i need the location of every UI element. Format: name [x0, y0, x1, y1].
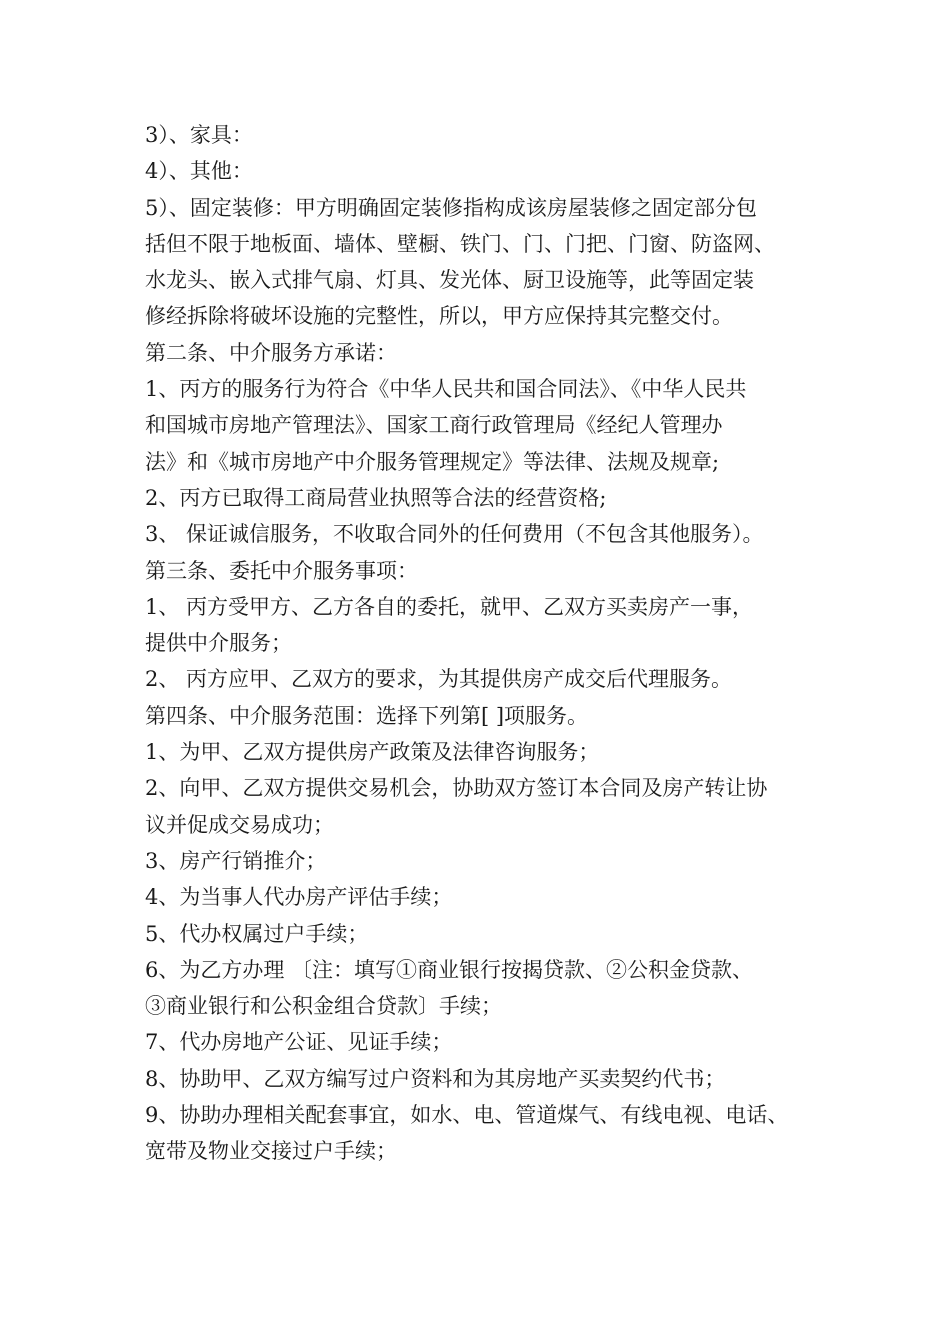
text-line: 和国城市房地产管理法》、国家工商行政管理局《经纪人管理办 [145, 413, 723, 438]
text-line: 3、 保证诚信服务，不收取合同外的任何费用（不包含其他服务）。 [145, 522, 764, 547]
text-line: 3）、家具： [145, 123, 253, 147]
text-line: 括但不限于地板面、墙体、壁橱、铁门、门、门把、门窗、防盗网、 [145, 231, 775, 256]
text-line: 2、向甲、乙双方提供交易机会，协助双方签订本合同及房产转让协 [145, 776, 768, 801]
text-line: 7、代办房地产公证、见证手续； [145, 1030, 453, 1055]
text-line: 3、房产行销推介； [145, 848, 327, 873]
text-line: 4、为当事人代办房产评估手续； [145, 885, 453, 910]
text-line: 5、代办权属过户手续； [145, 921, 369, 946]
section-heading: 第二条、中介服务方承诺： [145, 340, 397, 365]
text-line: 法》和《城市房地产中介服务管理规定》等法律、法规及规章; [145, 449, 720, 474]
text-line: 1、 丙方受甲方、乙方各自的委托，就甲、乙双方买卖房产一事， [145, 594, 754, 619]
text-line: 宽带及物业交接过户手续； [145, 1139, 397, 1164]
text-line: 1、为甲、乙双方提供房产政策及法律咨询服务； [145, 740, 600, 765]
text-line: 9、协助办理相关配套事宜，如水、电、管道煤气、有线电视、电话、 [145, 1103, 789, 1128]
section-heading: 第三条、委托中介服务事项： [145, 558, 418, 583]
text-line: 议并促成交易成功； [145, 812, 334, 837]
text-line: ③商业银行和公积金组合贷款〕手续； [145, 994, 502, 1019]
text-line: 提供中介服务； [145, 631, 292, 656]
text-line: 1、丙方的服务行为符合《中华人民共和国合同法》、《中华人民共 [145, 377, 747, 402]
text-line: 4）、其他： [145, 159, 253, 184]
document-body [145, 117, 835, 1170]
text-line: 5）、固定装修：甲方明确固定装修指构成该房屋装修之固定部分包 [145, 195, 757, 220]
text-line: 2、丙方已取得工商局营业执照等合法的经营资格; [145, 485, 607, 510]
text-line: 8、协助甲、乙双方编写过户资料和为其房地产买卖契约代书； [145, 1066, 726, 1091]
text-line: 修经拆除将破坏设施的完整性，所以，甲方应保持其完整交付。 [145, 304, 733, 329]
text-line: 水龙头、嵌入式排气扇、灯具、发光体、厨卫设施等，此等固定装 [145, 268, 754, 293]
section-heading: 第四条、中介服务范围：选择下列第[ ]项服务。 [145, 703, 589, 728]
text-line: 2、 丙方应甲、乙双方的要求，为其提供房产成交后代理服务。 [145, 667, 733, 692]
text-line: 6、为乙方办理 〔注：填写①商业银行按揭贷款、②公积金贷款、 [145, 957, 754, 982]
